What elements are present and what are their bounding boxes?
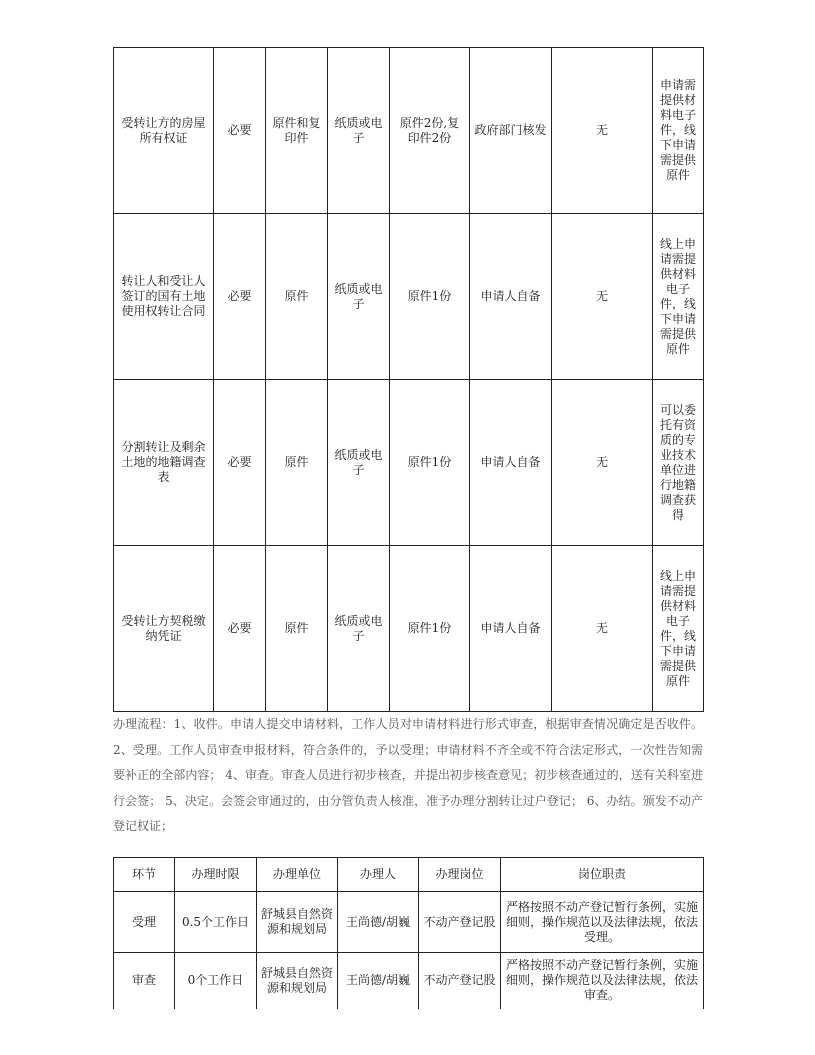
table-row — [114, 546, 704, 712]
medium-cell: 纸质或电子 — [328, 380, 390, 546]
note-cell: 申请需提供材料电子件，线下申请需提供原件 — [653, 48, 704, 214]
quantity-cell: 原件2份,复印件2份 — [390, 48, 470, 214]
medium-cell: 纸质或电子 — [328, 546, 390, 712]
staff-table — [113, 857, 704, 1009]
limit-cell: 0个工作日 — [175, 953, 257, 1009]
form-cell: 原件 — [266, 380, 328, 546]
table-row — [114, 214, 704, 380]
required-cell: 必要 — [214, 380, 266, 546]
unit-cell: 舒城县自然资源和规划局 — [257, 953, 338, 1009]
medium-cell: 纸质或电子 — [328, 214, 390, 380]
duty-cell: 严格按照不动产登记暂行条例，实施细则，操作规范以及法律法规，依法审查。 — [501, 953, 704, 1009]
limit-cell: 0.5个工作日 — [175, 892, 257, 953]
stage-cell: 受理 — [114, 892, 175, 953]
template-cell: 无 — [552, 214, 653, 380]
post-cell: 不动产登记股 — [419, 953, 501, 1009]
duty-cell: 严格按照不动产登记暂行条例，实施细则，操作规范以及法律法规，依法受理。 — [501, 892, 704, 953]
table-row — [114, 380, 704, 546]
quantity-cell: 原件1份 — [390, 546, 470, 712]
template-cell: 无 — [552, 546, 653, 712]
header-cell: 环节 — [114, 858, 175, 892]
required-cell: 必要 — [214, 214, 266, 380]
process-description: 办理流程：1、收件。申请人提交申请材料，工作人员对申请材料进行形式审查，根据审查情况确定是否收件。 2、受理。工作人员审查申报材料，符合条件的，予以受理；申请材料不齐全或不符合法定形式，一次性告知需要补正的全部内容； 4、审查。审查人员进行初步核查，并提出初步核查意见；初步核查通过的，送有关科室进行会签； 5、决定。会签会审通过的，由分管负责人核准，准予办理分割转让过户登记； 6、办结。颁发不动产登记权证； — [113, 717, 703, 833]
form-cell: 原件 — [266, 546, 328, 712]
staff-header-row — [114, 858, 704, 892]
note-cell: 可以委托有资质的专业技术单位进行地籍调查获得 — [653, 380, 704, 546]
table-row — [114, 48, 704, 214]
note-cell: 线上申请需提供材料电子件，线下申请需提供原件 — [653, 546, 704, 712]
material-name-cell: 分割转让及剩余土地的地籍调查表 — [114, 380, 214, 546]
source-cell: 申请人自备 — [470, 546, 552, 712]
header-cell: 办理人 — [338, 858, 419, 892]
form-cell: 原件 — [266, 214, 328, 380]
handler-cell: 王尚德/胡巍 — [338, 953, 419, 1009]
handler-cell: 王尚德/胡巍 — [338, 892, 419, 953]
source-cell: 申请人自备 — [470, 214, 552, 380]
source-cell: 政府部门核发 — [470, 48, 552, 214]
required-cell: 必要 — [214, 48, 266, 214]
header-cell: 办理时限 — [175, 858, 257, 892]
post-cell: 不动产登记股 — [419, 892, 501, 953]
material-name-cell: 受转让方契税缴纳凭证 — [114, 546, 214, 712]
header-cell: 岗位职责 — [501, 858, 704, 892]
note-cell: 线上申请需提供材料电子件，线下申请需提供原件 — [653, 214, 704, 380]
stage-cell: 审查 — [114, 953, 175, 1009]
material-name-cell: 受转让方的房屋所有权证 — [114, 48, 214, 214]
materials-table — [113, 47, 704, 712]
quantity-cell: 原件1份 — [390, 380, 470, 546]
table-row — [114, 953, 704, 1009]
template-cell: 无 — [552, 48, 653, 214]
medium-cell: 纸质或电子 — [328, 48, 390, 214]
header-cell: 办理单位 — [257, 858, 338, 892]
material-name-cell: 转让人和受让人签订的国有土地使用权转让合同 — [114, 214, 214, 380]
form-cell: 原件和复印件 — [266, 48, 328, 214]
unit-cell: 舒城县自然资源和规划局 — [257, 892, 338, 953]
quantity-cell: 原件1份 — [390, 214, 470, 380]
template-cell: 无 — [552, 380, 653, 546]
table-row — [114, 892, 704, 953]
source-cell: 申请人自备 — [470, 380, 552, 546]
required-cell: 必要 — [214, 546, 266, 712]
header-cell: 办理岗位 — [419, 858, 501, 892]
